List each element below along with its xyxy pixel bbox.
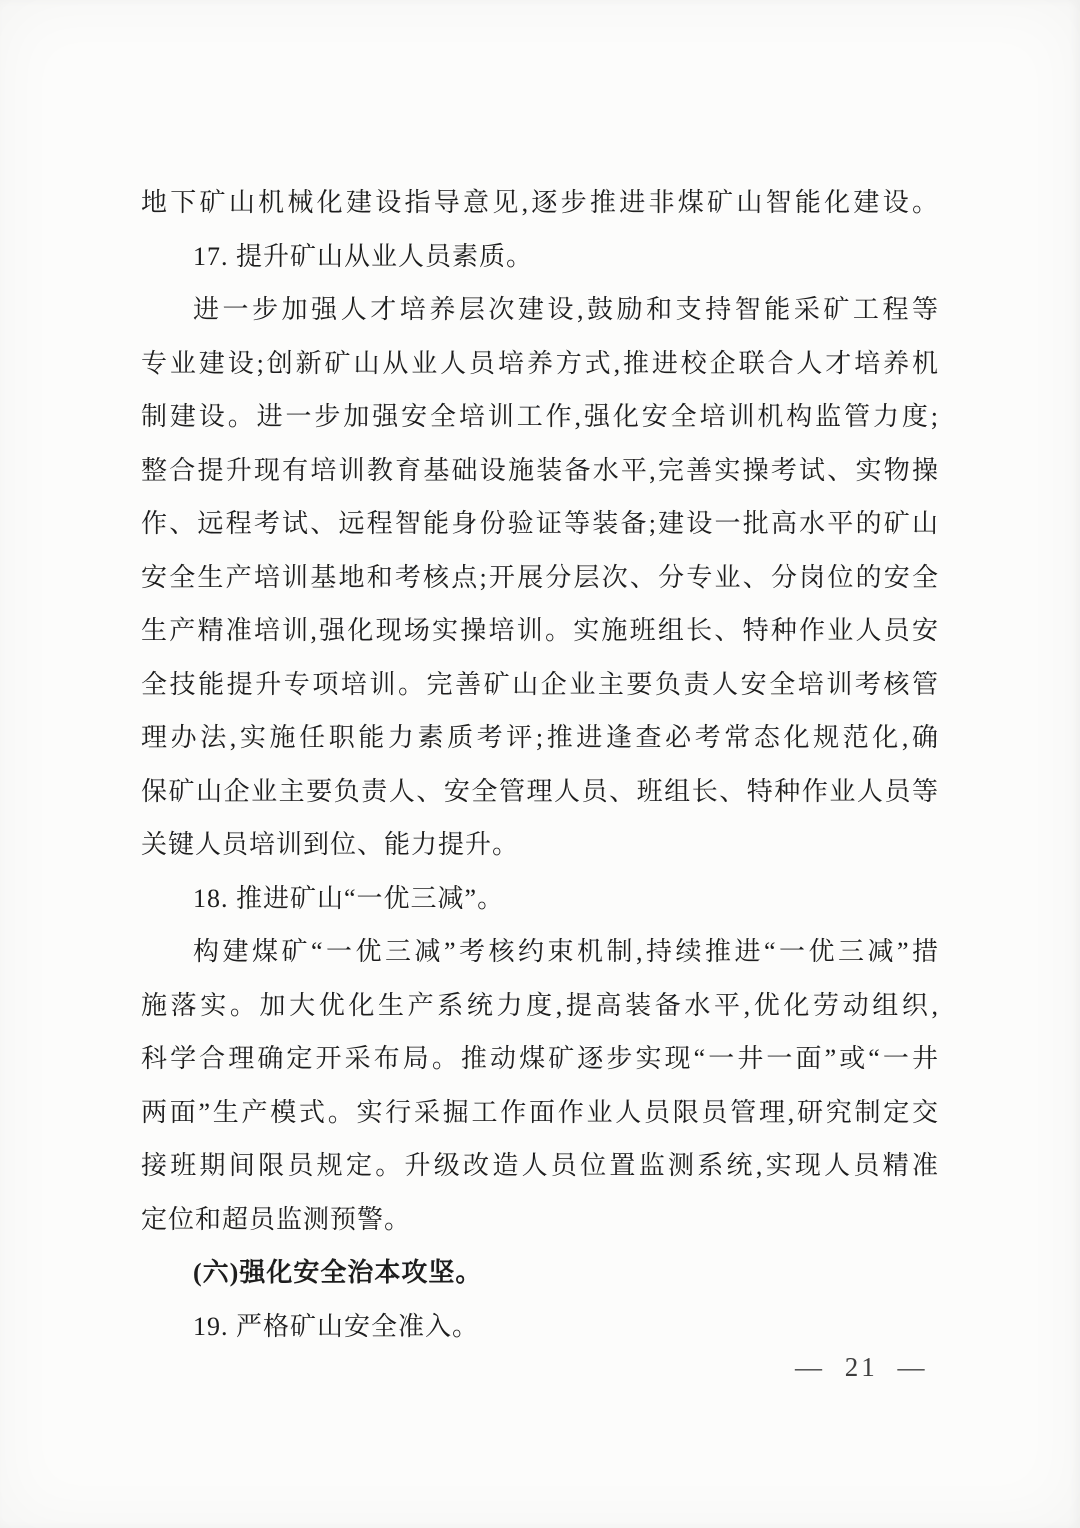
body-line: 构建煤矿“一优三减”考核约束机制,持续推进“一优三减”措 xyxy=(193,937,938,966)
body-line: 全技能提升专项培训。完善矿山企业主要负责人安全培训考核管 xyxy=(141,669,938,699)
body-line: 安全生产培训基地和考核点;开展分层次、分专业、分岗位的安全 xyxy=(141,562,938,592)
body-line: 生产精准培训,强化现场实操培训。实施班组长、特种作业人员安 xyxy=(141,616,938,645)
section-6-heading: (六)强化安全治本攻坚。 xyxy=(193,1258,483,1287)
body-line: 进一步加强人才培养层次建设,鼓励和支持智能采矿工程等 xyxy=(193,295,938,324)
body-line: 制建设。进一步加强安全培训工作,强化安全培训机构监管力度; xyxy=(141,402,938,431)
body-line: 整合提升现有培训教育基础设施装备水平,完善实操考试、实物操 xyxy=(141,455,938,485)
body-line: 保矿山企业主要负责人、安全管理人员、班组长、特种作业人员等 xyxy=(141,776,938,806)
item-17-heading: 17. 提升矿山从业人员素质。 xyxy=(193,241,534,271)
body-line-continuation: 地下矿山机械化建设指导意见,逐步推进非煤矿山智能化建设。 xyxy=(141,188,938,217)
body-line: 关键人员培训到位、能力提升。 xyxy=(141,830,520,859)
body-line: 科学合理确定开采布局。推动煤矿逐步实现“一井一面”或“一井 xyxy=(141,1044,938,1073)
body-line: 理办法,实施任职能力素质考评;推进逢查必考常态化规范化,确 xyxy=(141,723,938,752)
text-block xyxy=(141,176,938,1353)
page-number: — 21 — xyxy=(795,1352,928,1382)
body-line: 专业建设;创新矿山从业人员培养方式,推进校企联合人才培养机 xyxy=(141,348,938,378)
body-line: 施落实。加大优化生产系统力度,提高装备水平,优化劳动组织, xyxy=(141,990,938,1020)
body-line: 接班期间限员规定。升级改造人员位置监测系统,实现人员精准 xyxy=(141,1151,938,1180)
body-line: 定位和超员监测预警。 xyxy=(141,1204,412,1234)
item-19-heading: 19. 严格矿山安全准入。 xyxy=(193,1311,480,1341)
body-line: 作、远程考试、远程智能身份验证等装备;建设一批高水平的矿山 xyxy=(141,509,938,538)
body-line: 两面”生产模式。实行采掘工作面作业人员限员管理,研究制定交 xyxy=(141,1097,938,1127)
item-18-heading: 18. 推进矿山“一优三减”。 xyxy=(193,883,505,913)
